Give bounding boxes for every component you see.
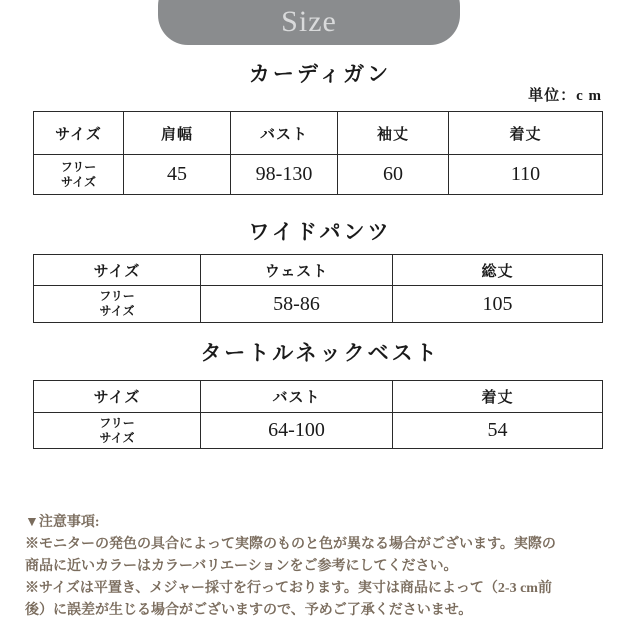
value-length: 110 [449,155,603,195]
header-cell-sleeve: 袖丈 [338,112,449,155]
notes-heading: ▼注意事項: [25,515,100,530]
header-cell-bust: バスト [201,381,393,413]
table-data-row [34,286,603,323]
size-name-line1: フリー [99,289,135,303]
value-length: 54 [393,413,603,449]
size-name-line2: サイズ [60,174,97,189]
notes-block [25,512,625,622]
notes-line: ※モニターの発色の具合によって実際のものと色が異なる場合がございます。実際の [25,537,556,552]
notes-line: ※サイズは平置き、メジャー採寸を行っております。実寸は商品によって（2-3 cm前 [25,581,552,596]
table-data-row [34,413,603,449]
table-header-row [34,112,603,155]
size-name-cell [34,413,201,449]
section-title-wide-pants: ワイドパンツ [248,220,392,244]
value-waist: 58-86 [201,286,393,323]
header-cell-size: サイズ [34,255,201,286]
header-cell-length: 着丈 [393,381,603,413]
value-bust: 98-130 [231,155,338,195]
header-cell-size: サイズ [34,381,201,413]
value-total-length: 105 [393,286,603,323]
header-cell-size: サイズ [34,112,124,155]
notes-line: 後）に誤差が生じる場合がございますので、予めご了承くださいませ。 [25,603,473,618]
size-table-wide-pants [33,254,603,323]
header-cell-total-length: 総丈 [393,255,603,286]
size-banner-label: Size [281,5,337,38]
section-title-turtleneck-vest: タートルネックベスト [200,341,440,365]
value-shoulder: 45 [124,155,231,195]
table-data-row [34,155,603,195]
size-banner [158,0,460,45]
value-sleeve: 60 [338,155,449,195]
header-cell-bust: バスト [231,112,338,155]
size-name-cell [34,286,201,323]
value-bust: 64-100 [201,413,393,449]
size-name-line1: フリー [60,159,97,174]
section-title-cardigan: カーディガン [248,62,392,86]
size-name-line2: サイズ [99,304,135,318]
notes-line: 商品に近いカラーはカラーバリエーションをご参考にしてください。 [25,559,458,574]
table-header-row [34,255,603,286]
header-cell-length: 着丈 [449,112,603,155]
header-cell-waist: ウェスト [201,255,393,286]
unit-label: 単位：c m [528,88,602,104]
size-name-cell [34,155,124,195]
header-cell-shoulder: 肩幅 [124,112,231,155]
size-name-line1: フリー [99,415,135,430]
table-header-row [34,381,603,413]
size-table-cardigan [33,111,603,195]
size-name-line2: サイズ [99,430,135,445]
size-table-turtleneck-vest [33,380,603,449]
